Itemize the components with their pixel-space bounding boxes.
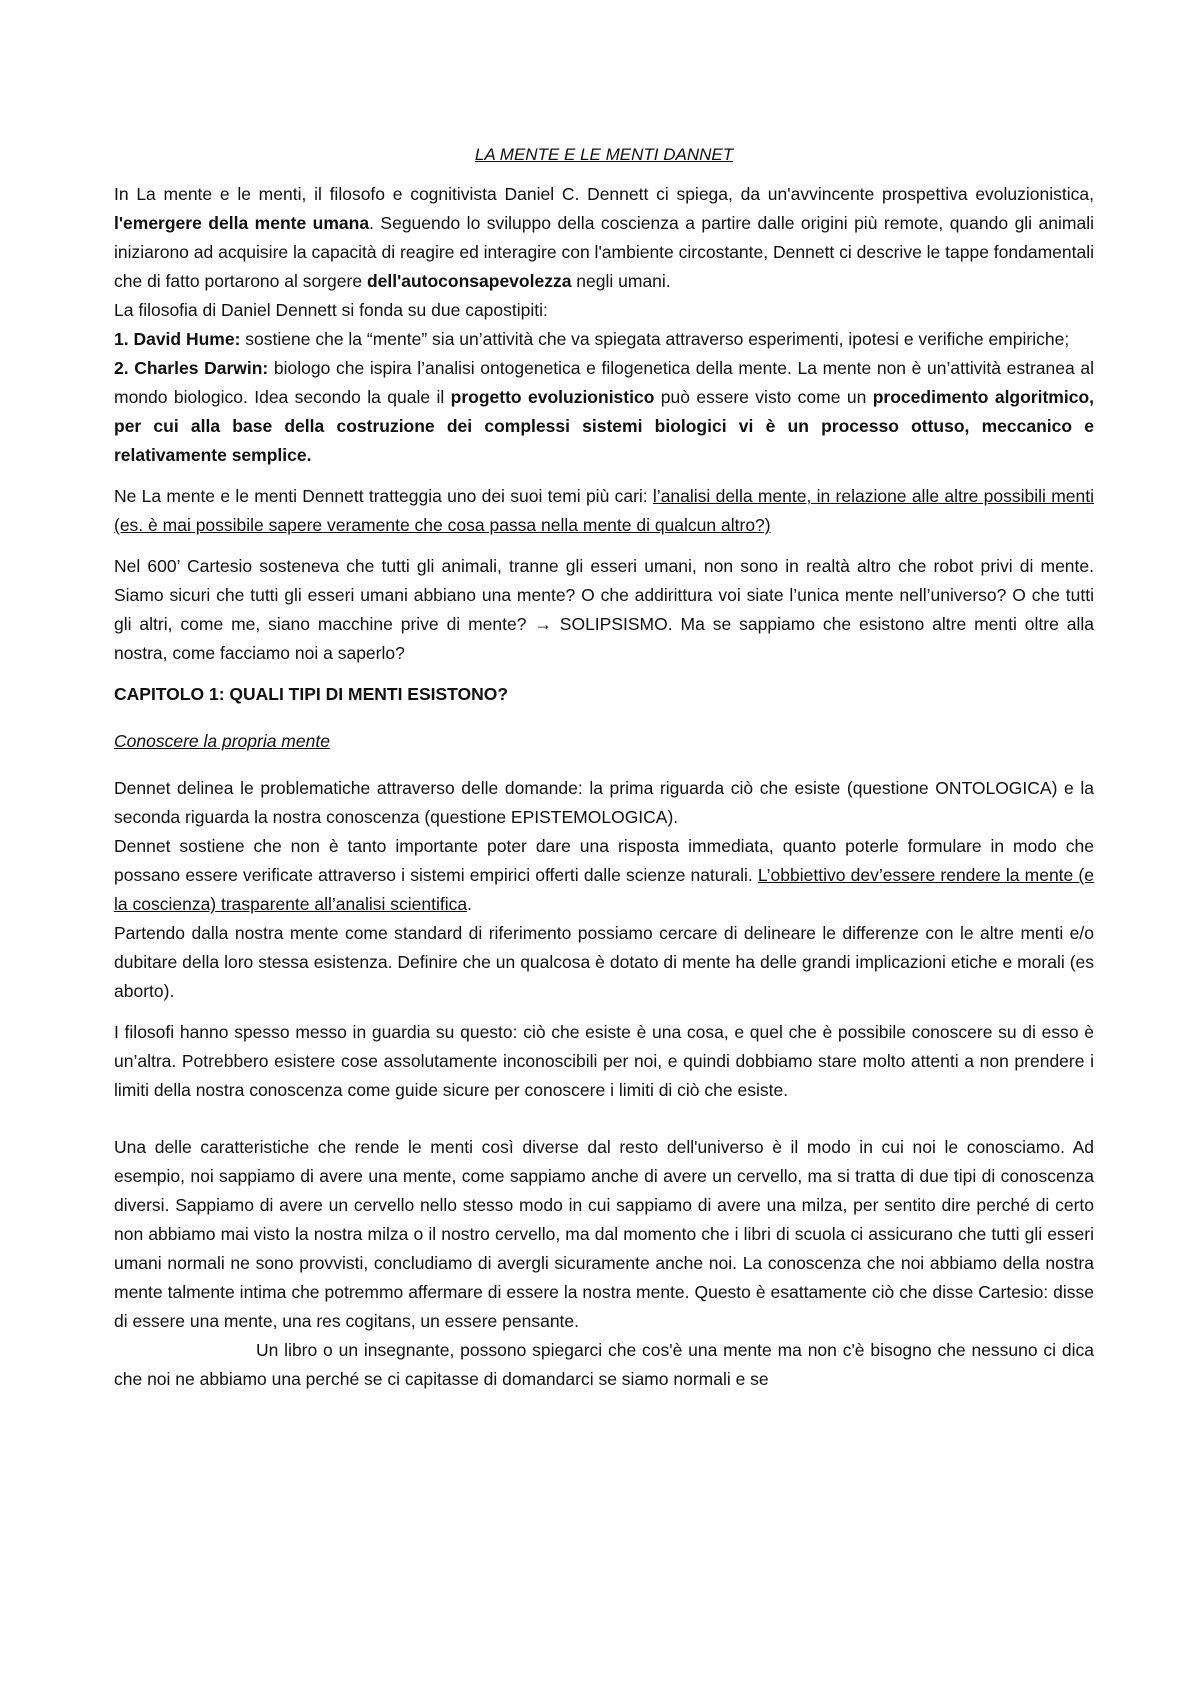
bold-text: procedimento algoritmico, per cui alla base della costruzione dei complessi sistemi biologici vi è un processo ottuso, meccanico e relativamente semplice. (114, 387, 1095, 465)
bold-text: 1. David Hume: (114, 329, 241, 349)
founder-hume (114, 325, 1094, 354)
text-run: Dennet sostiene che non è tanto importante poter dare una risposta immediata, quanto poterle formulare in modo che possano essere verificate attraverso i sistemi empirici offerti dalle scienze naturali. (114, 836, 1094, 885)
founder-darwin (114, 354, 1094, 470)
text-run: sostiene che la “mente” sia un’attività che va spiegata attraverso esperimenti, ipotesi e verifiche empiriche; (240, 329, 1070, 349)
founders-intro: La filosofia di Daniel Dennett si fonda su due capostipiti: (114, 300, 548, 320)
text-run: biologo che ispira l’analisi ontogenetica e filogenetica della mente. La mente non è un’attività estranea al mondo biologico. Idea secondo la quale il (114, 358, 1094, 407)
text-run: può essere visto come un (654, 387, 873, 407)
cartesio-paragraph: Nel 600’ Cartesio sosteneva che tutti gli animali, tranne gli esseri umani, non sono in realtà altro che robot privi di mente. Siamo sicuri che tutti gli esseri umani abbiano una mente? O che addirittura voi siate l’unica mente nell’universo? O che tutti gli altri, come me, siano macchine prive di mente? → SOLIPSISMO. Ma se sappiamo che esistono altre menti oltre alla nostra, come facciamo noi a saperlo? (114, 556, 1094, 663)
knowledge-paragraph: Una delle caratteristiche che rende le menti così diverse dal resto dell'universo è il modo in cui noi le conosciamo. Ad esempio, noi sappiamo di avere una mente, come sappiamo anche di avere un cervello, ma si tratta di due tipi di conoscenza diversi. Sappiamo di avere un cervello nello stesso modo in cui sappiamo di avere una milza, per sentito dire perché di certo non abbiamo mai visto la nostra milza o il nostro cervello, ma dal momento che i libri di scuola ci assicurano che tutti gli esseri umani normali ne sono provvisti, concludiamo di avergli sicuramente anche noi. La conoscenza che noi abbiamo della nostra mente talmente intima che potremmo affermare di essere la nostra mente. Questo è esattamente ciò che disse Cartesio: disse di essere una mente, una res cogitans, un essere pensante. (114, 1137, 1094, 1331)
underlined-text: L’obbiettivo dev’essere rendere la mente (e la coscienza) trasparente all’analisi scientifica (114, 865, 1094, 914)
bold-text: progetto evoluzionistico (450, 387, 655, 407)
text-run: negli umani. (571, 271, 671, 291)
text-run: Ne La mente e le menti Dennett tratteggia uno dei suoi temi più cari: (114, 486, 653, 506)
blank-line (114, 1105, 1094, 1133)
document-title: LA MENTE E LE MENTI DANNET (474, 145, 734, 164)
theme-paragraph (114, 482, 1094, 540)
text-run: . (467, 894, 472, 914)
philosophers-paragraph: I filosofi hanno spesso messo in guardia su questo: ciò che esiste è una cosa, e quel che è possibile conoscere su di esso è un’altra. Potrebbero esistere cose assolutamente inconoscibili per noi, e quindi dobbiamo stare molto attenti a non prendere i limiti della nostra conoscenza come guide sicure per conoscere i limiti di ciò che esiste. (114, 1022, 1094, 1100)
underlined-text: l’analisi della mente, in relazione alle altre possibili menti (es. è mai possibile sapere veramente che cosa passa nella mente di qualcun altro?) (114, 486, 1094, 535)
text-run: In La mente e le menti, il filosofo e cognitivista Daniel C. Dennett ci spiega, da un'avvincente prospettiva evoluzionistica, (114, 184, 1094, 204)
section-subheading: Conoscere la propria mente (114, 731, 330, 751)
verification-paragraph (114, 832, 1094, 919)
document-body (114, 144, 1094, 1394)
bold-text: l'emergere della mente umana (114, 213, 370, 233)
ontology-paragraph: Dennet delinea le problematiche attraverso delle domande: la prima riguarda ciò che esiste (questione ONTOLOGICA) e la seconda riguarda la nostra conoscenza (questione EPISTEMOLOGICA). (114, 778, 1094, 827)
bold-text: 2. Charles Darwin: (114, 358, 269, 378)
reference-paragraph: Partendo dalla nostra mente come standard di riferimento possiamo cercare di delineare le differenze con le altre menti e/o dubitare della loro stessa esistenza. Definire che un qualcosa è dotato di mente ha delle grandi implicazioni etiche e morali (es aborto). (114, 923, 1094, 1001)
chapter-heading: CAPITOLO 1: QUALI TIPI DI MENTI ESISTONO? (114, 684, 509, 704)
closing-paragraph: Un libro o un insegnante, possono spiegarci che cos'è una mente ma non c'è bisogno che nessuno ci dica che noi ne abbiamo una perché se ci capitasse di domandarci se siamo normali e se (114, 1340, 1094, 1389)
text-run: . Seguendo lo sviluppo della coscienza a partire dalle origini più remote, quando gli animali iniziarono ad acquisire la capacità di reagire ed interagire con l'ambiente circostante, Dennett ci descrive le tappe fondamentali che di fatto portarono al sorgere (114, 213, 1095, 291)
intro-paragraph (114, 180, 1094, 296)
bold-text: dell'autoconsapevolezza (366, 271, 572, 291)
